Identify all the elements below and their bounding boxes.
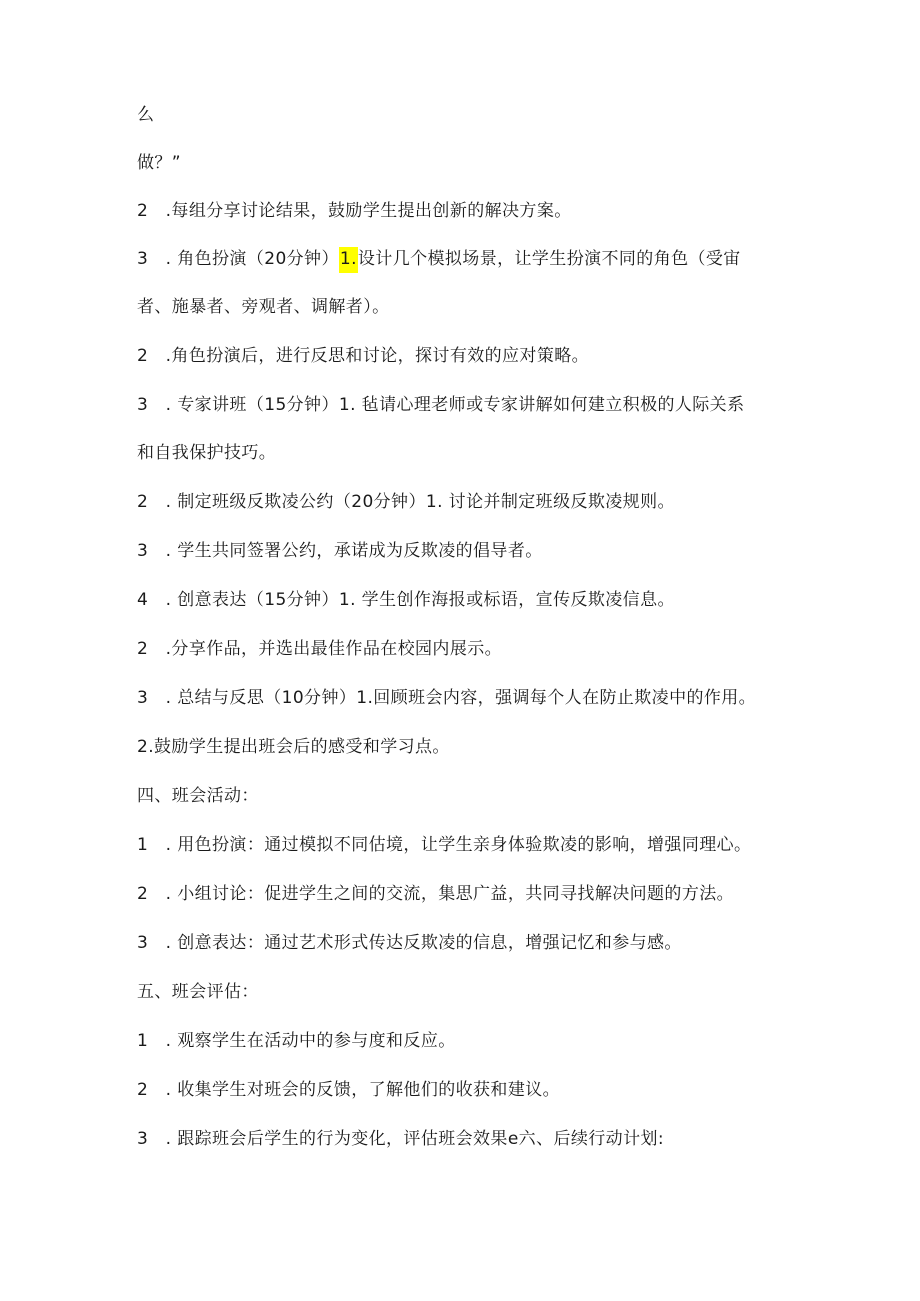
text-line: 2 .分享作品，并选出最佳作品在校园内展示。 xyxy=(137,639,503,659)
text-line: 2 . 小组讨论：促进学生之间的交流，集思广益，共同寻找解决问题的方法。 xyxy=(137,884,735,904)
text-line: 么 xyxy=(137,105,155,125)
text-line: 者、施暴者、旁观者、调解者）。 xyxy=(137,297,390,317)
text-line: 做？” xyxy=(137,153,182,173)
text-line: 3 . 创意表达：通过艺术形式传达反欺凌的信息，增强记忆和参与感。 xyxy=(137,933,682,953)
section-heading: 五、班会评估： xyxy=(137,982,259,1002)
text-line: 3 . 总结与反思（10分钟）1.回顾班会内容，强调每个人在防止欺凌中的作用。 xyxy=(137,688,757,708)
section-heading: 四、班会活动： xyxy=(137,786,259,806)
text-line: 和自我保护技巧。 xyxy=(137,443,277,463)
text-line: 2 . 收集学生对班会的反馈，了解他们的收获和建议。 xyxy=(137,1080,561,1100)
text-segment: 3 . 角色扮演（20分钟） xyxy=(137,249,339,269)
text-line: 4 . 创意表达（15分钟）1. 学生创作海报或标语，宣传反欺凌信息。 xyxy=(137,590,675,610)
text-line: 2 . 制定班级反欺凌公约（20分钟）1. 讨论并制定班级反欺凌规则。 xyxy=(137,492,675,512)
text-line: 2 .每组分享讨论结果，鼓励学生提出创新的解决方案。 xyxy=(137,201,572,221)
text-line: 2 .角色扮演后，进行反思和讨论，探讨有效的应对策略。 xyxy=(137,346,590,366)
text-line: 3 . 专家讲班（15分钟）1. 毡请心理老师或专家讲解如何建立积极的人际关系 xyxy=(137,395,745,415)
highlighted-text: 1. xyxy=(339,247,358,273)
text-line: 3 . 跟踪班会后学生的行为变化，评估班会效果e六、后续行动计划: xyxy=(137,1129,665,1149)
text-line: 2.鼓励学生提出班会后的感受和学习点。 xyxy=(137,737,450,757)
text-line: 3 . 学生共同签署公约，承诺成为反欺凌的倡导者。 xyxy=(137,541,543,561)
text-line: 1 . 观察学生在活动中的参与度和反应。 xyxy=(137,1031,456,1051)
text-segment: 设计几个模拟场景，让学生扮演不同的角色（受宙 xyxy=(357,249,741,269)
text-line: 1 . 用色扮演：通过模拟不同估境，让学生亲身体验欺凌的影响，增强同理心。 xyxy=(137,835,752,855)
text-line-role-play xyxy=(137,247,741,271)
